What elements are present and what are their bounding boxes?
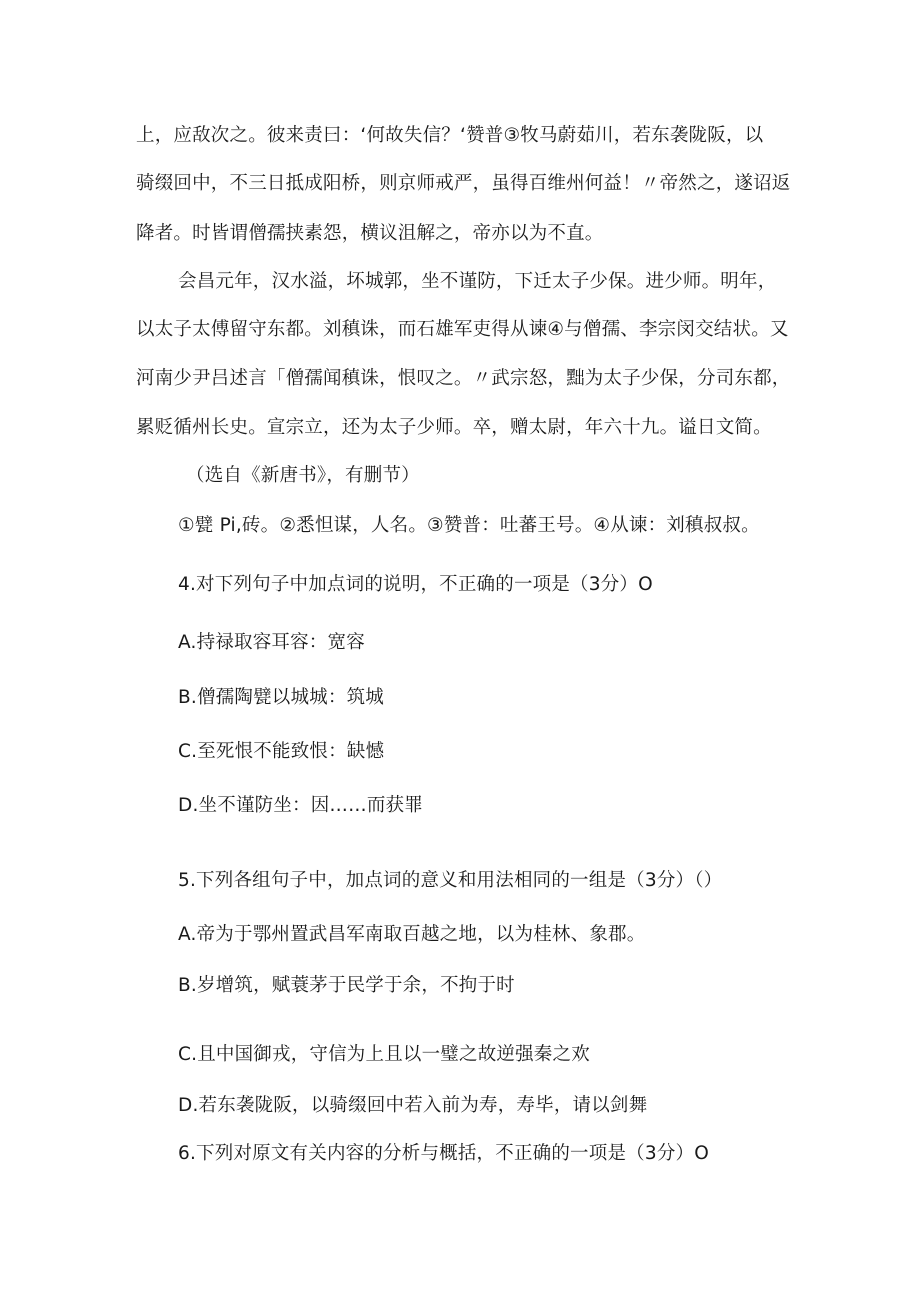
passage-line: 降者。时皆谓僧孺挟素怨，横议沮解之，帝亦以为不直。 [136, 223, 604, 244]
question-stem: 6.下列对原文有关内容的分析与概括，不正确的一项是（3分）O [178, 1143, 709, 1164]
question-option: D.若东袭陇阪，以骑缀回中若入前为寿，寿毕，请以剑舞 [178, 1095, 648, 1116]
passage-line: 会昌元年，汉水溢，坏城郭，坐不谨防，下迁太子少保。进少师。明年， [178, 271, 777, 292]
passage-line: 累贬循州长史。宣宗立，还为太子少师。卒，赠太尉，年六十九。谥日文简。 [136, 417, 772, 438]
source-citation: （选自《新唐书》，有删节） [186, 465, 420, 486]
question-option: D.坐不谨防坐：因……而获罪 [178, 795, 423, 816]
footnotes: ①甓 Pi,砖。②悉怛谋，人名。③赞普：吐蕃王号。④从谏：刘稹叔叔。 [178, 515, 760, 536]
question-option: A.持禄取容耳容：宽容 [178, 632, 365, 653]
question-option: C.至死恨不能致恨：缺憾 [178, 741, 385, 762]
question-option: C.且中国御戎，守信为上且以一璧之故逆强秦之欢 [178, 1044, 590, 1065]
question-stem: 4.对下列句子中加点词的说明，不正确的一项是（3分）O [178, 574, 653, 595]
passage-line: 以太子太傅留守东都。刘稹诛，而石雄军吏得从谏④与僧孺、李宗闵交结状。又 [136, 319, 789, 340]
question-option: A.帝为于鄂州置武昌军南取百越之地，以为桂林、象郡。 [178, 924, 646, 945]
question-option: B.岁增筑，赋蓑茅于民学于余，不拘于时 [178, 975, 515, 996]
passage-line: 河南少尹吕述言「僧孺闻稹诛，恨叹之。〃武宗怒，黜为太子少保，分司东都， [136, 368, 791, 389]
question-option: B.僧孺陶甓以城城：筑城 [178, 687, 384, 708]
passage-line: 骑缀回中，不三日抵成阳桥，则京师戒严，虽得百维州何益！〃帝然之，遂诏返 [136, 173, 791, 194]
passage-line: 上，应敌次之。彼来责曰：‘何故失信？‘赞普③牧马蔚茹川，若东袭陇阪，以 [136, 125, 764, 146]
question-stem: 5.下列各组句子中，加点词的意义和用法相同的一组是（3分）（） [178, 870, 723, 891]
